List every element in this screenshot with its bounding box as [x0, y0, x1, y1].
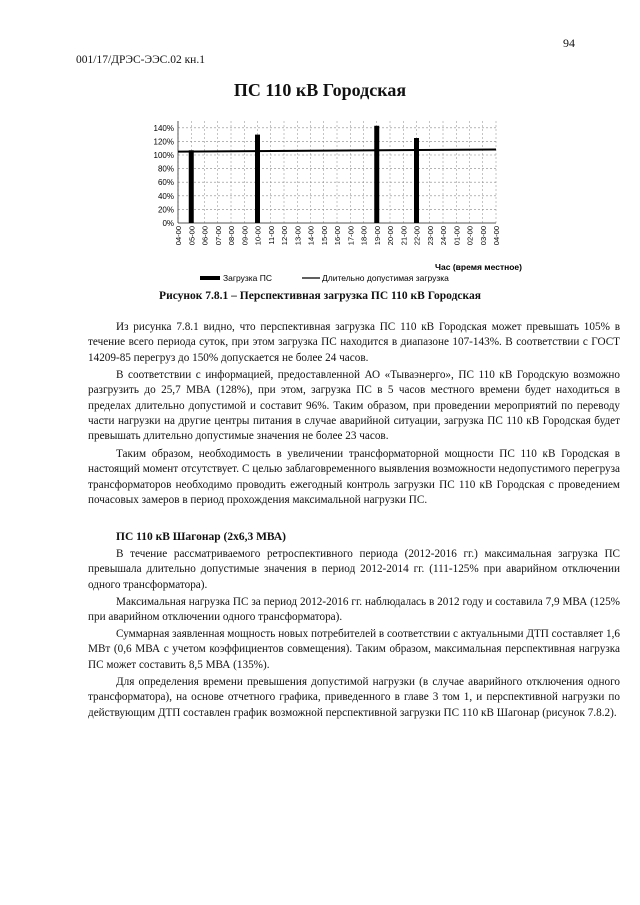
x-tick-label: 07-00 — [213, 226, 223, 246]
load-bar — [255, 135, 260, 223]
x-tick-label: 23-00 — [425, 226, 435, 246]
x-tick-label: 08-00 — [227, 226, 236, 246]
x-tick-label: 16-00 — [333, 226, 342, 246]
x-tick-label: 10-00 — [253, 226, 263, 246]
paragraph-7: Для определения времени превышения допустимой нагрузки (в случае аварийного отключения одного трансформатора), на основе отчетного графика, приведенного в главе 3 том 1, и перспективной нагрузки по действующим ДТП составлен график возможной перспективной загрузки ПС 110 кВ Шагонар (рисунок 7.8.2). — [88, 676, 620, 719]
x-tick-label: 11-00 — [266, 226, 276, 245]
x-tick-label: 06-00 — [200, 226, 210, 246]
y-tick-label: 80% — [157, 164, 174, 174]
load-chart — [130, 110, 530, 285]
x-tick-label: 12-00 — [280, 226, 289, 246]
x-tick-label: 19-00 — [372, 226, 382, 246]
load-bar — [189, 150, 194, 223]
paragraph-3: Таким образом, необходимость в увеличении трансформаторной мощности ПС 110 кВ Городская в настоящий момент отсутствует. С целью заблаговременного выявления возможности недопустимого перегруза трансформаторов необходимо проводить ежегодный контроль загрузки ПС 110 кВ Городская с проведением почасовых замеров в период прохождения максимальной нагрузки ПС. — [88, 448, 620, 506]
permissible-load-line — [178, 150, 496, 152]
x-tick-label: 02-00 — [465, 226, 475, 246]
paragraph-6: Суммарная заявленная мощность новых потребителей в соответствии с актуальными ДТП составляет 1,6 МВт (0,6 МВА с учетом коэффициентов совмещения). Таким образом, максимальная перспективная нагрузка ПС может составить 8,5 МВА (135%). — [88, 628, 620, 671]
x-tick-label: 03-00 — [478, 226, 488, 246]
y-tick-label: 100% — [153, 151, 174, 160]
paragraph-4: В течение рассматриваемого ретроспективного периода (2012-2016 гг.) максимальная загрузка ПС превышала длительно допустимые значения в период 2012-2014 гг. (111-125% при аварийном отключении одного трансформатора). — [88, 548, 620, 591]
page-number: 94 — [563, 36, 575, 50]
paragraph-1: Из рисунка 7.8.1 видно, что перспективная загрузка ПС 110 кВ Городская может превышать 105% в течение всего периода суток, при этом загрузка ПС находится в диапазоне 107-143%. В соответствии с ГОСТ 14209-85 перегруз до 150% допускается не более 24 часов. — [88, 321, 620, 364]
document-code: 001/17/ДРЭС-ЭЭС.02 кн.1 — [76, 54, 205, 66]
y-tick-label: 40% — [157, 191, 174, 201]
legend-label-permissible: Длительно допустимая загрузка — [322, 273, 449, 283]
x-tick-label: 04-00 — [174, 226, 183, 246]
x-tick-label: 05-00 — [187, 226, 197, 246]
x-tick-label: 15-00 — [319, 226, 329, 246]
legend-label-load: Загрузка ПС — [223, 273, 272, 283]
section-heading-shagonar: ПС 110 кВ Шагонар (2х6,3 МВА) — [116, 531, 287, 543]
x-tick-label: 01-00 — [452, 226, 462, 246]
y-tick-label: 0% — [162, 219, 174, 228]
x-axis-label: Час (время местное) — [435, 262, 522, 272]
x-tick-label: 20-00 — [386, 226, 395, 246]
x-tick-label: 14-00 — [306, 226, 316, 246]
x-tick-label: 18-00 — [359, 226, 369, 246]
x-tick-label: 09-00 — [240, 226, 250, 246]
chart-title: ПС 110 кВ Городская — [233, 80, 407, 100]
load-bar — [374, 126, 379, 223]
legend-swatch-bar — [200, 276, 220, 280]
y-tick-label: 140% — [153, 123, 174, 133]
x-tick-label: 04-00 — [492, 226, 501, 246]
x-tick-label: 22-00 — [412, 226, 422, 246]
paragraph-2: В соответствии с информацией, предоставленной АО «Тываэнерго», ПС 110 кВ Городскую возможно разгрузить до 25,7 МВА (128%), при этом, загрузка ПС в 5 часов местного времени будет находиться в пределах длительно допустимой и составит 96%. Таким образом, при проведении мероприятий по переводу части нагрузки на другие центры питания в случае аварийной ситуации, загрузка ПС 110 кВ Городская будет превышать длительно допустимые значения не более 23 часов. — [88, 369, 620, 443]
paragraph-5: Максимальная нагрузка ПС за период 2012-2016 гг. наблюдалась в 2012 году и составила 7,9 МВА (125% при аварийном отключении одного трансформатора). — [88, 596, 620, 624]
y-tick-label: 120% — [153, 137, 174, 147]
x-tick-label: 13-00 — [293, 226, 303, 246]
figure-caption: Рисунок 7.8.1 – Перспективная загрузка ПС 110 кВ Городская — [159, 290, 481, 302]
x-tick-label: 21-00 — [399, 226, 409, 246]
y-tick-label: 20% — [157, 205, 174, 215]
x-tick-label: 24-00 — [439, 226, 448, 246]
y-tick-label: 60% — [157, 178, 174, 188]
x-tick-label: 17-00 — [346, 226, 356, 246]
